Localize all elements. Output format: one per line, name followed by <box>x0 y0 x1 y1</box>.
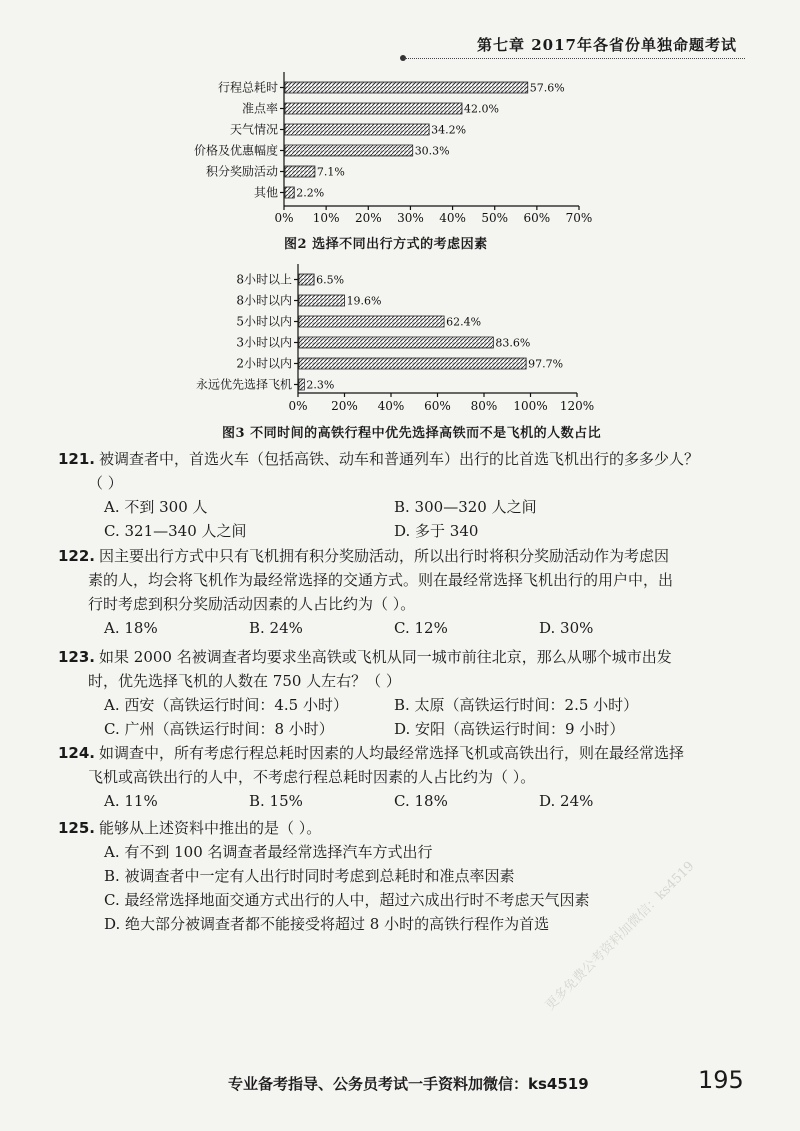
bar <box>299 379 304 390</box>
x-tick-label: 100% <box>513 399 548 413</box>
chart-travel-factors <box>0 70 800 232</box>
answer-option[interactable]: B. 24% <box>249 619 303 637</box>
question-line <box>88 765 738 789</box>
question-line <box>58 447 738 471</box>
bar-value-label: 6.5% <box>316 273 345 287</box>
bar-value-label: 19.6% <box>346 294 382 308</box>
question-text: 如果 2000 名被调查者均要求坐高铁或飞机从同一城市前往北京，那么从哪个城市出发 <box>99 648 672 666</box>
x-tick-label: 0% <box>288 399 308 413</box>
answer-option[interactable]: C. 12% <box>394 619 448 637</box>
answer-option[interactable]: A. 有不到 100 名调查者最经常选择汽车方式出行 <box>104 843 433 861</box>
bar <box>299 274 314 285</box>
question-122 <box>58 544 738 640</box>
answer-option[interactable]: D. 30% <box>539 619 594 637</box>
x-tick-label: 60% <box>523 211 551 225</box>
answer-option[interactable]: D. 多于 340 <box>394 522 479 540</box>
options-row <box>104 789 738 813</box>
question-123 <box>58 645 738 741</box>
answer-option[interactable]: D. 24% <box>539 792 594 810</box>
chart2-caption: 图2 选择不同出行方式的考虑因素 <box>284 237 488 252</box>
category-label: 2小时以内 <box>236 356 292 371</box>
category-label: 永远优先选择飞机 <box>195 377 292 392</box>
question-number: 125. <box>58 819 96 837</box>
x-tick-label: 40% <box>377 399 405 413</box>
answer-option[interactable]: B. 15% <box>249 792 303 810</box>
answer-option[interactable]: D. 安阳（高铁运行时间：9 小时） <box>394 720 625 738</box>
bar <box>285 82 528 93</box>
bar-value-label: 42.0% <box>464 102 499 116</box>
bar <box>285 166 315 177</box>
bar <box>299 358 526 369</box>
category-label: 8小时以上 <box>236 272 292 287</box>
x-tick-label: 70% <box>565 211 593 225</box>
chart3-caption: 图3 不同时间的高铁行程中优先选择高铁而不是飞机的人数占比 <box>222 426 602 441</box>
x-tick-label: 120% <box>559 399 595 413</box>
page-number: 195 <box>698 1066 744 1094</box>
question-line <box>88 568 738 592</box>
chart-train-preference <box>0 262 800 420</box>
options-row <box>104 495 738 519</box>
question-121 <box>58 447 738 543</box>
question-number: 124. <box>58 744 96 762</box>
bar-value-label: 62.4% <box>446 315 482 329</box>
question-text: 因主要出行方式中只有飞机拥有积分奖励活动，所以出行时将积分奖励活动作为考虑因 <box>99 547 670 565</box>
category-label: 天气情况 <box>229 122 278 137</box>
question-text: 能够从上述资料中推出的是（ ）。 <box>99 819 322 837</box>
question-number: 121. <box>58 450 96 468</box>
question-line <box>58 816 738 840</box>
question-text: 如调查中，所有考虑行程总耗时因素的人均最经常选择飞机或高铁出行，则在最经常选择 <box>99 744 685 762</box>
question-line <box>58 645 738 669</box>
x-tick-label: 80% <box>470 399 498 413</box>
options-row <box>104 864 738 888</box>
bar-value-label: 57.6% <box>529 81 565 95</box>
question-text: 飞机或高铁出行的人中，不考虑行程总耗时因素的人占比约为（ ）。 <box>88 768 536 786</box>
question-text: （ ） <box>88 474 123 492</box>
answer-option[interactable]: D. 绝大部分被调查者都不能接受将超过 8 小时的高铁行程作为首选 <box>104 915 550 933</box>
x-tick-label: 40% <box>439 211 466 225</box>
answer-option[interactable]: A. 18% <box>104 619 158 637</box>
running-header <box>400 34 745 60</box>
answer-option[interactable]: A. 西安（高铁运行时间：4.5 小时） <box>104 696 348 714</box>
question-line <box>88 471 738 495</box>
options-row <box>104 717 738 741</box>
answer-option[interactable]: C. 18% <box>394 792 448 810</box>
bar-value-label: 83.6% <box>495 336 531 350</box>
category-label: 5小时以内 <box>236 314 292 329</box>
question-text: 时，优先选择飞机的人数在 750 人左右？（ ） <box>88 672 401 690</box>
answer-option[interactable]: A. 不到 300 人 <box>104 498 208 516</box>
question-text: 被调查者中，首选火车（包括高铁、动车和普通列车）出行的比首选飞机出行的多多少人？ <box>99 450 700 468</box>
question-text: 素的人，均会将飞机作为最经常选择的交通方式。则在最经常选择飞机出行的用户中，出 <box>88 571 674 589</box>
question-number: 123. <box>58 648 96 666</box>
category-label: 3小时以内 <box>236 335 292 350</box>
x-tick-label: 20% <box>331 399 358 413</box>
question-line <box>88 669 738 693</box>
x-tick-label: 50% <box>481 211 509 225</box>
x-tick-label: 30% <box>397 211 424 225</box>
bar-value-label: 30.3% <box>414 144 450 158</box>
options-row <box>104 519 738 543</box>
bar-value-label: 2.3% <box>306 378 335 392</box>
x-tick-label: 20% <box>354 211 382 225</box>
question-line <box>58 544 738 568</box>
category-label: 积分奖励活动 <box>205 164 278 179</box>
footer-text: 专业备考指导、公务员考试一手资料加微信：ks4519 <box>228 1075 589 1093</box>
answer-option[interactable]: B. 300—320 人之间 <box>394 498 537 516</box>
category-label: 其他 <box>253 185 278 200</box>
question-line <box>58 741 738 765</box>
category-label: 行程总耗时 <box>217 80 278 95</box>
question-line <box>88 592 738 616</box>
x-tick-label: 10% <box>312 211 340 225</box>
question-number: 122. <box>58 547 96 565</box>
bar-value-label: 2.2% <box>296 186 325 200</box>
category-label: 准点率 <box>241 101 278 116</box>
x-tick-label: 0% <box>274 211 294 225</box>
answer-option[interactable]: C. 最经常选择地面交通方式出行的人中，超过六成出行时不考虑天气因素 <box>104 891 590 909</box>
options-row <box>104 840 738 864</box>
category-label: 价格及优惠幅度 <box>193 143 278 158</box>
bar <box>285 187 294 198</box>
bar <box>299 316 444 327</box>
answer-option[interactable]: A. 11% <box>104 792 158 810</box>
answer-option[interactable]: B. 被调查者中一定有人出行时同时考虑到总耗时和准点率因素 <box>104 867 515 885</box>
bar <box>299 337 493 348</box>
bar-value-label: 7.1% <box>316 165 345 179</box>
bar-value-label: 34.2% <box>431 123 467 137</box>
bar <box>285 145 413 156</box>
answer-option[interactable]: C. 321—340 人之间 <box>104 522 247 540</box>
chapter-title: 第七章 2017年各省份单独命题考试 <box>477 36 737 54</box>
bar <box>299 295 345 306</box>
answer-option[interactable]: B. 太原（高铁运行时间：2.5 小时） <box>394 696 639 714</box>
options-row <box>104 693 738 717</box>
bar <box>285 103 462 114</box>
x-tick-label: 60% <box>424 399 451 413</box>
question-124 <box>58 741 738 813</box>
header-rule <box>404 58 745 59</box>
options-row <box>104 616 738 640</box>
answer-option[interactable]: C. 广州（高铁运行时间：8 小时） <box>104 720 334 738</box>
watermark: 更多免费公考资料加微信：ks4519 <box>542 858 698 1014</box>
bar-value-label: 97.7% <box>528 357 564 371</box>
category-label: 8小时以内 <box>236 293 292 308</box>
bar <box>285 124 429 135</box>
question-text: 行时考虑到积分奖励活动因素的人占比约为（ ）。 <box>88 595 416 613</box>
